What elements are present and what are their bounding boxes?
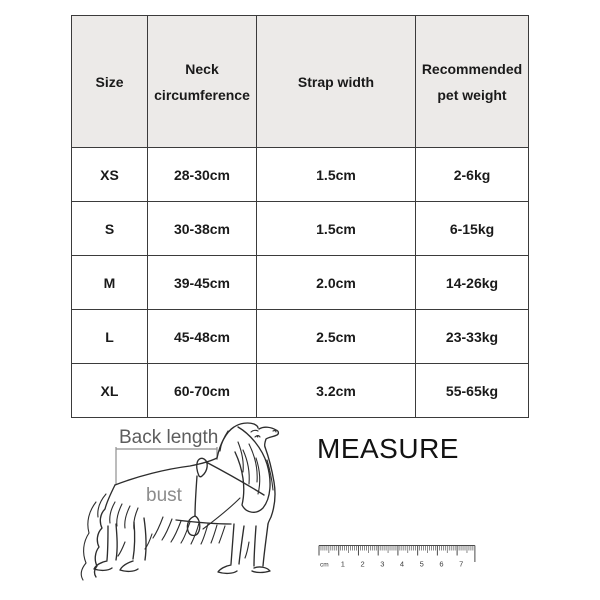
table-row [72,310,529,364]
table-cell: 2-6kg [416,148,529,202]
harness-ring [197,458,207,476]
back-length-dimension [116,447,217,484]
table-cell: M [72,256,148,310]
bust-label: bust [146,485,182,506]
dog-belly-fur [153,517,231,544]
col-header-neck-circumference: Neck circumference [148,16,257,148]
ruler-number-label: 6 [439,559,444,569]
table-row [72,256,529,310]
table-row [72,364,529,418]
dog-ear [235,427,270,512]
col-header-size: Size [72,16,148,148]
ruler-number-label: 2 [360,559,365,569]
table-cell: 14-26kg [416,256,529,310]
measure-title: MEASURE [317,433,459,464]
col-header-strap-width: Strap width [257,16,416,148]
table-cell: 3.2cm [257,364,416,418]
ruler-illustration [317,544,483,572]
table-cell: XS [72,148,148,202]
ruler-number-label: 5 [419,559,424,569]
ruler-number-label: 4 [399,559,405,569]
table-cell: 1.5cm [257,202,416,256]
table-cell: 23-33kg [416,310,529,364]
table-header [72,16,529,148]
table-cell: 6-15kg [416,202,529,256]
ruler-number-label: 7 [459,559,464,569]
table-body [72,148,529,418]
table-header-row [72,16,529,148]
table-cell: 2.0cm [257,256,416,310]
table-cell: 60-70cm [148,364,257,418]
table-cell: XL [72,364,148,418]
table-cell: 28-30cm [148,148,257,202]
table-cell: 39-45cm [148,256,257,310]
back-length-label: Back length [119,427,219,448]
size-chart-table [71,15,529,418]
table-cell: 55-65kg [416,364,529,418]
ruler-number-label: 1 [340,559,345,569]
table-cell: L [72,310,148,364]
table-cell: S [72,202,148,256]
table-row [72,202,529,256]
table-cell: 45-48cm [148,310,257,364]
dog-hindquarters [81,485,152,580]
table-cell: 2.5cm [257,310,416,364]
table-row [72,148,529,202]
ruler-number-label: cm [320,561,329,569]
ruler-number-label: 3 [380,559,385,569]
table-cell: 30-38cm [148,202,257,256]
col-header-recommended-pet-weight: Recommended pet weight [416,16,529,148]
table-cell: 1.5cm [257,148,416,202]
